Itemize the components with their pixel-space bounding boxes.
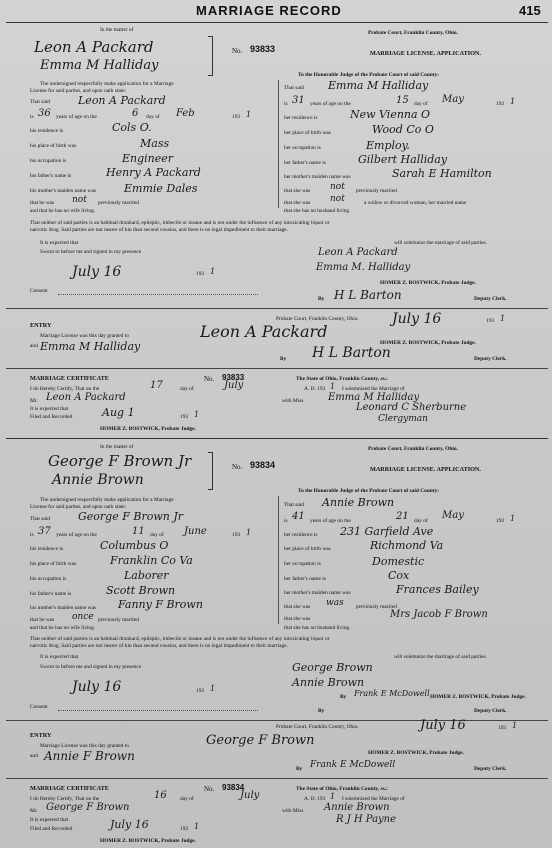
consent-line [58, 294, 258, 295]
r1-bride-day: 15 [396, 95, 409, 106]
deputy-label: Deputy Clerk. [474, 766, 507, 772]
license-for-text: License for said parties, and upon oath state: [30, 88, 127, 94]
r1-bride-mother: Sarah E Hamilton [392, 167, 492, 180]
r1-consent-year: 1 [210, 267, 216, 276]
year-label: 193 [496, 101, 505, 107]
r1-bride-name: Emma M Halliday [40, 58, 159, 73]
consent-line [58, 710, 258, 711]
r2-groom-prev: once [72, 612, 94, 622]
she-was-label: that she was [284, 604, 311, 610]
certificate-label: MARRIAGE CERTIFICATE [30, 375, 109, 382]
r1-cert-year: 1 [330, 382, 336, 391]
to-judge-label: To the Honorable Judge of the Probate Court of said County: [298, 72, 440, 78]
by-label: By [340, 694, 347, 700]
r2-groom-month: June [184, 526, 207, 537]
r1-bride-year: 1 [510, 97, 516, 106]
judge-label: HOMER Z. BOSTWICK, Probate Judge. [430, 694, 526, 700]
her-birth-label: her place of birth was [284, 546, 331, 552]
consent-label: Consent [30, 288, 48, 294]
that-said-label: That said [30, 516, 50, 522]
solemnized-label: I solemnized the Marriage of [342, 386, 405, 392]
by-label: By [318, 296, 325, 302]
judge-label: HOMER Z. BOSTWICK, Probate Judge. [368, 750, 464, 756]
entry-label: ENTRY [30, 322, 52, 329]
in-matter-of-label: In the matter of [100, 27, 134, 33]
r2-entry-year: 1 [512, 721, 518, 730]
that-said-label: That said [284, 502, 304, 508]
no-label: No. [232, 47, 243, 55]
r2-bride-year: 1 [510, 514, 516, 523]
expected-label: It is expected that [40, 240, 79, 246]
day-of-label: day of [180, 796, 194, 802]
day-of-label: day of [146, 114, 160, 120]
r2-cert-month: July [240, 790, 260, 801]
r2-groom-age: 37 [38, 526, 51, 537]
is-label: is [284, 101, 288, 107]
her-residence-label: her residence is [284, 115, 318, 121]
year-label: 193 [498, 725, 507, 731]
years-age-label: years of age on the [56, 532, 97, 538]
mr-label: Mr. [30, 398, 38, 404]
r2-bride-that-said: Annie Brown [322, 496, 395, 509]
no-label: No. [204, 785, 215, 793]
r1-bride-prev: not [330, 182, 345, 192]
certificate-label: MARRIAGE CERTIFICATE [30, 785, 109, 792]
and-label: and [30, 343, 38, 349]
her-father-label: her father's name is [284, 576, 326, 582]
by-label: By [318, 708, 325, 714]
r2-entry-date: July 16 [420, 718, 466, 733]
neither-text-2: narcotic drug. Said parties are not nearer of kin than second cousins, and there is no legal impediment to their marriage. [30, 227, 288, 233]
section-divider [6, 720, 548, 721]
occupation-label: his occupation is [30, 576, 67, 582]
father-label: his father's name is [30, 591, 72, 597]
r2-officiant: R J H Payne [336, 814, 397, 825]
year-label: 193 [196, 688, 205, 694]
r2-groom-residence: Columbus O [100, 539, 169, 552]
undersigned-text: The undersigned respectfully make application for a Marriage [40, 497, 174, 503]
r1-groom-month: Feb [176, 108, 195, 119]
consent-label: Consent [30, 704, 48, 710]
record-divider [6, 438, 548, 439]
prev-married-label: previously married [356, 188, 397, 194]
r2-cert-bride: Annie Brown [324, 802, 390, 813]
section-divider [6, 368, 548, 369]
r1-cert-groom: Leon A Packard [46, 392, 126, 403]
r1-consent-date: July 16 [72, 264, 122, 280]
r2-bride-widow: Mrs Jacob F Brown [390, 609, 488, 620]
r2-filed-date: July 16 [110, 818, 149, 831]
r2-bride-occupation: Domestic [372, 555, 425, 568]
expected-label: It is expected that [30, 406, 69, 412]
no-wife-label: and that he has no wife living. [30, 208, 96, 214]
solemnize-label: will solemnize the marriage of said parties. [394, 654, 487, 660]
page-title: MARRIAGE RECORD [196, 3, 342, 18]
r1-entry-groom: Leon A Packard [200, 322, 328, 341]
brace [208, 452, 213, 490]
r1-record-number: 93833 [250, 44, 276, 54]
residence-label: his residence is [30, 546, 63, 552]
r2-groom-father: Scott Brown [106, 584, 176, 597]
r1-bride-birth: Wood Co O [372, 123, 434, 136]
filed-label: Filed and Recorded [30, 414, 73, 420]
is-label: is [30, 532, 34, 538]
judge-label: HOMER Z. BOSTWICK, Probate Judge. [380, 280, 476, 286]
r1-bride-residence: New Vienna O [350, 108, 431, 121]
day-of-label: day of [180, 386, 194, 392]
r1-cert-number: 93833 [222, 373, 245, 382]
license-application-label: MARRIAGE LICENSE. APPLICATION. [370, 466, 481, 473]
page-number: 415 [519, 3, 541, 18]
r2-groom-year: 1 [246, 528, 252, 537]
brace [208, 36, 213, 76]
no-label: No. [204, 375, 215, 383]
probate-court-label: Probate Court, Franklin County, Ohio. [276, 316, 359, 322]
r1-filed-date: Aug 1 [102, 406, 135, 419]
residence-label: his residence is [30, 128, 63, 134]
r1-bride-month: May [442, 94, 464, 105]
r1-deputy-signature: H L Barton [334, 288, 402, 302]
her-mother-label: her mother's maiden name was [284, 174, 351, 180]
that-said-label: That said [30, 99, 50, 105]
by-label: By [296, 766, 303, 772]
r1-bride-father: Gilbert Halliday [358, 153, 448, 166]
he-was-label: that he was [30, 617, 55, 623]
r2-groom-that-said: George F Brown Jr [78, 510, 183, 523]
father-label: his father's name is [30, 173, 72, 179]
is-label: is [30, 114, 34, 120]
r2-groom-birth: Franklin Co Va [110, 554, 193, 567]
r2-cert-day: 16 [154, 790, 167, 801]
r2-filed-year: 1 [194, 822, 200, 831]
r2-bride-residence: 231 Garfield Ave [340, 525, 434, 538]
no-husband-label: that she has no husband living. [284, 625, 351, 631]
solemnize-label: will solemnize the marriage of said parties. [394, 240, 487, 246]
r1-cert-month: July [224, 380, 244, 391]
expected-label: It is expected that [30, 817, 69, 823]
mother-label: his mother's maiden name was [30, 605, 96, 611]
her-mother-label: her mother's maiden name was [284, 590, 351, 596]
r1-groom-name: Leon A Packard [34, 38, 154, 56]
r2-cert-year: 1 [330, 792, 336, 801]
she-was-label: that she was [284, 616, 311, 622]
license-application-label: MARRIAGE LICENSE. APPLICATION. [370, 50, 481, 57]
r2-bride-prev: was [326, 598, 344, 608]
no-husband-label: that she has no husband living. [284, 208, 351, 214]
r2-bride-birth: Richmond Va [370, 539, 444, 552]
judge-label: HOMER Z. BOSTWICK, Probate Judge. [100, 426, 196, 432]
neither-text-2: narcotic drug. Said parties are not nearer of kin than second cousins, and there is no legal impediment to their marriage. [30, 643, 288, 649]
r2-bride-mother: Frances Bailey [396, 583, 479, 596]
r1-cert-day: 17 [150, 380, 163, 391]
with-label: with Miss [282, 398, 304, 404]
year-label: 193 [196, 271, 205, 277]
sworn-label: Sworn to before me and signed in my presence [40, 664, 142, 670]
certify-label: I do Hereby Certify, That on the [30, 386, 100, 392]
r1-groom-father: Henry A Packard [106, 166, 201, 179]
probate-court-label: Probate Court, Franklin County, Ohio. [368, 446, 458, 452]
no-label: No. [232, 463, 243, 471]
r2-bride-day: 21 [396, 511, 409, 522]
she-was-label: that she was [284, 188, 311, 194]
expected-label: It is expected that [40, 654, 79, 660]
years-age-label: years of age on the [56, 114, 97, 120]
r1-groom-mother: Emmie Dales [124, 182, 198, 195]
with-label: with Miss [282, 808, 304, 814]
r2-bride-month: May [442, 510, 464, 521]
entry-label: ENTRY [30, 732, 52, 739]
is-label: is [284, 518, 288, 524]
day-of-label: day of [414, 518, 428, 524]
and-label: and [30, 753, 38, 759]
ad-label: A. D. 193 [304, 796, 326, 802]
r2-entry-groom: George F Brown [206, 733, 315, 748]
year-label: 193 [180, 414, 189, 420]
state-label: The State of Ohio, Franklin County, ss.: [296, 376, 388, 382]
she-was-label: that she was [284, 200, 311, 206]
r1-entry-year: 1 [500, 314, 506, 323]
birth-label: his place of birth was [30, 143, 77, 149]
he-was-label: that he was [30, 200, 55, 206]
r1-signature-groom: Leon A Packard [318, 247, 398, 258]
widow-label: a widow or divorced woman, her married name [364, 200, 467, 206]
day-of-label: day of [150, 532, 164, 538]
r2-groom-mother: Fanny F Brown [118, 598, 203, 611]
ad-label: A. D. 193 [304, 386, 326, 392]
r2-entry-deputy: Frank E McDowell [310, 760, 396, 770]
r2-entry-bride: Annie F Brown [44, 749, 135, 763]
year-label: 193 [180, 826, 189, 832]
her-father-label: her father's name is [284, 160, 326, 166]
r1-entry-deputy: H L Barton [312, 345, 391, 361]
header-rule [6, 22, 548, 23]
r2-cert-groom: George F Brown [46, 802, 130, 813]
entry-text: Marriage License was this day granted to [40, 333, 129, 339]
r1-entry-bride: Emma M Halliday [40, 340, 141, 353]
r1-bride-age: 31 [292, 95, 305, 106]
her-residence-label: her residence is [284, 532, 318, 538]
solemnized-label: I solemnized the Marriage of [342, 796, 405, 802]
r2-consent-date: July 16 [72, 679, 122, 695]
judge-label: HOMER Z. BOSTWICK, Probate Judge. [380, 340, 476, 346]
r1-groom-birth: Mass [140, 137, 170, 150]
deputy-label: Deputy Clerk. [474, 296, 507, 302]
year-label: 193 [496, 518, 505, 524]
to-judge-label: To the Honorable Judge of the Probate Court of said County: [298, 488, 440, 494]
r1-officiant-title: Clergyman [378, 414, 428, 424]
r2-deputy-signature: Frank E McDowell [354, 689, 430, 698]
column-divider [278, 496, 279, 624]
r2-consent-year: 1 [210, 684, 216, 693]
r2-groom-occupation: Laborer [124, 569, 169, 582]
r1-groom-age: 36 [38, 108, 51, 119]
certify-label: I do Hereby Certify, That on the [30, 796, 100, 802]
r1-bride-that-said: Emma M Halliday [328, 79, 429, 92]
r1-bride-occupation: Employ. [366, 139, 410, 152]
deputy-label: Deputy Clerk. [474, 708, 507, 714]
r1-groom-year: 1 [246, 110, 252, 119]
her-occupation-label: her occupation is [284, 145, 321, 151]
birth-label: his place of birth was [30, 561, 77, 567]
no-wife-label: and that he has no wife living. [30, 625, 96, 631]
neither-text-1: That neither of said parties is an habitual drunkard, epileptic, imbecile or insane and is not under the influence of any intoxicating liquor or [30, 636, 330, 642]
prev-married-label: previously married [98, 617, 139, 623]
r1-groom-occupation: Engineer [122, 152, 174, 165]
r2-signature-bride: Annie Brown [292, 676, 365, 689]
mr-label: Mr. [30, 808, 38, 814]
r1-groom-day: 6 [132, 108, 139, 119]
year-label: 193 [232, 532, 241, 538]
occupation-label: his occupation is [30, 158, 67, 164]
r2-groom-day: 11 [132, 526, 145, 537]
her-birth-label: her place of birth was [284, 130, 331, 136]
r1-officiant: Leonard C Sherburne [356, 402, 467, 413]
r1-signature-bride: Emma M. Halliday [316, 262, 411, 273]
r2-signature-groom: George Brown [292, 661, 373, 674]
r1-groom-that-said: Leon A Packard [78, 94, 166, 107]
section-divider [6, 778, 548, 779]
r1-bride-widow: not [330, 194, 345, 204]
state-label: The State of Ohio, Franklin County, ss.: [296, 786, 388, 792]
section-divider [6, 308, 548, 309]
r1-filed-year: 1 [194, 410, 200, 419]
r1-groom-prev: not [72, 195, 87, 205]
r2-bride-father: Cox [388, 569, 410, 582]
column-divider [278, 80, 279, 208]
r1-entry-date: July 16 [392, 311, 442, 327]
year-label: 193 [232, 114, 241, 120]
probate-court-label: Probate Court, Franklin County, Ohio. [276, 724, 359, 730]
neither-text-1: That neither of said parties is an habitual drunkard, epileptic, imbecile or insane and is not under the influence of any intoxicating liquor or [30, 220, 330, 226]
in-matter-of-label: In the matter of [100, 444, 134, 450]
mother-label: his mother's maiden name was [30, 188, 96, 194]
r2-cert-number: 93834 [222, 783, 245, 792]
her-occupation-label: her occupation is [284, 561, 321, 567]
r2-bride-age: 41 [292, 511, 305, 522]
years-age-label: years of age on the [310, 101, 351, 107]
probate-court-label: Probate Court, Franklin County, Ohio. [368, 30, 458, 36]
judge-label: HOMER Z. BOSTWICK, Probate Judge. [100, 838, 196, 844]
r2-bride-name: Annie Brown [52, 472, 144, 488]
r1-cert-bride: Emma M Halliday [328, 392, 420, 403]
r2-record-number: 93834 [250, 460, 276, 470]
prev-married-label: previously married [356, 604, 397, 610]
day-of-label: day of [414, 101, 428, 107]
deputy-label: Deputy Clerk. [474, 356, 507, 362]
license-for-text: License for said parties, and upon oath state: [30, 504, 127, 510]
filed-label: Filed and Recorded [30, 826, 73, 832]
sworn-label: Sworn to before me and signed in my presence [40, 249, 142, 255]
that-said-label: That said [284, 85, 304, 91]
years-age-label: years of age on the [310, 518, 351, 524]
entry-text: Marriage License was this day granted to [40, 743, 129, 749]
year-label: 193 [486, 318, 495, 324]
r2-groom-name: George F Brown Jr [48, 452, 192, 470]
by-label: By [280, 356, 287, 362]
prev-married-label: previously married [98, 200, 139, 206]
r1-groom-residence: Cols O. [112, 121, 152, 134]
undersigned-text: The undersigned respectfully make application for a Marriage [40, 81, 174, 87]
